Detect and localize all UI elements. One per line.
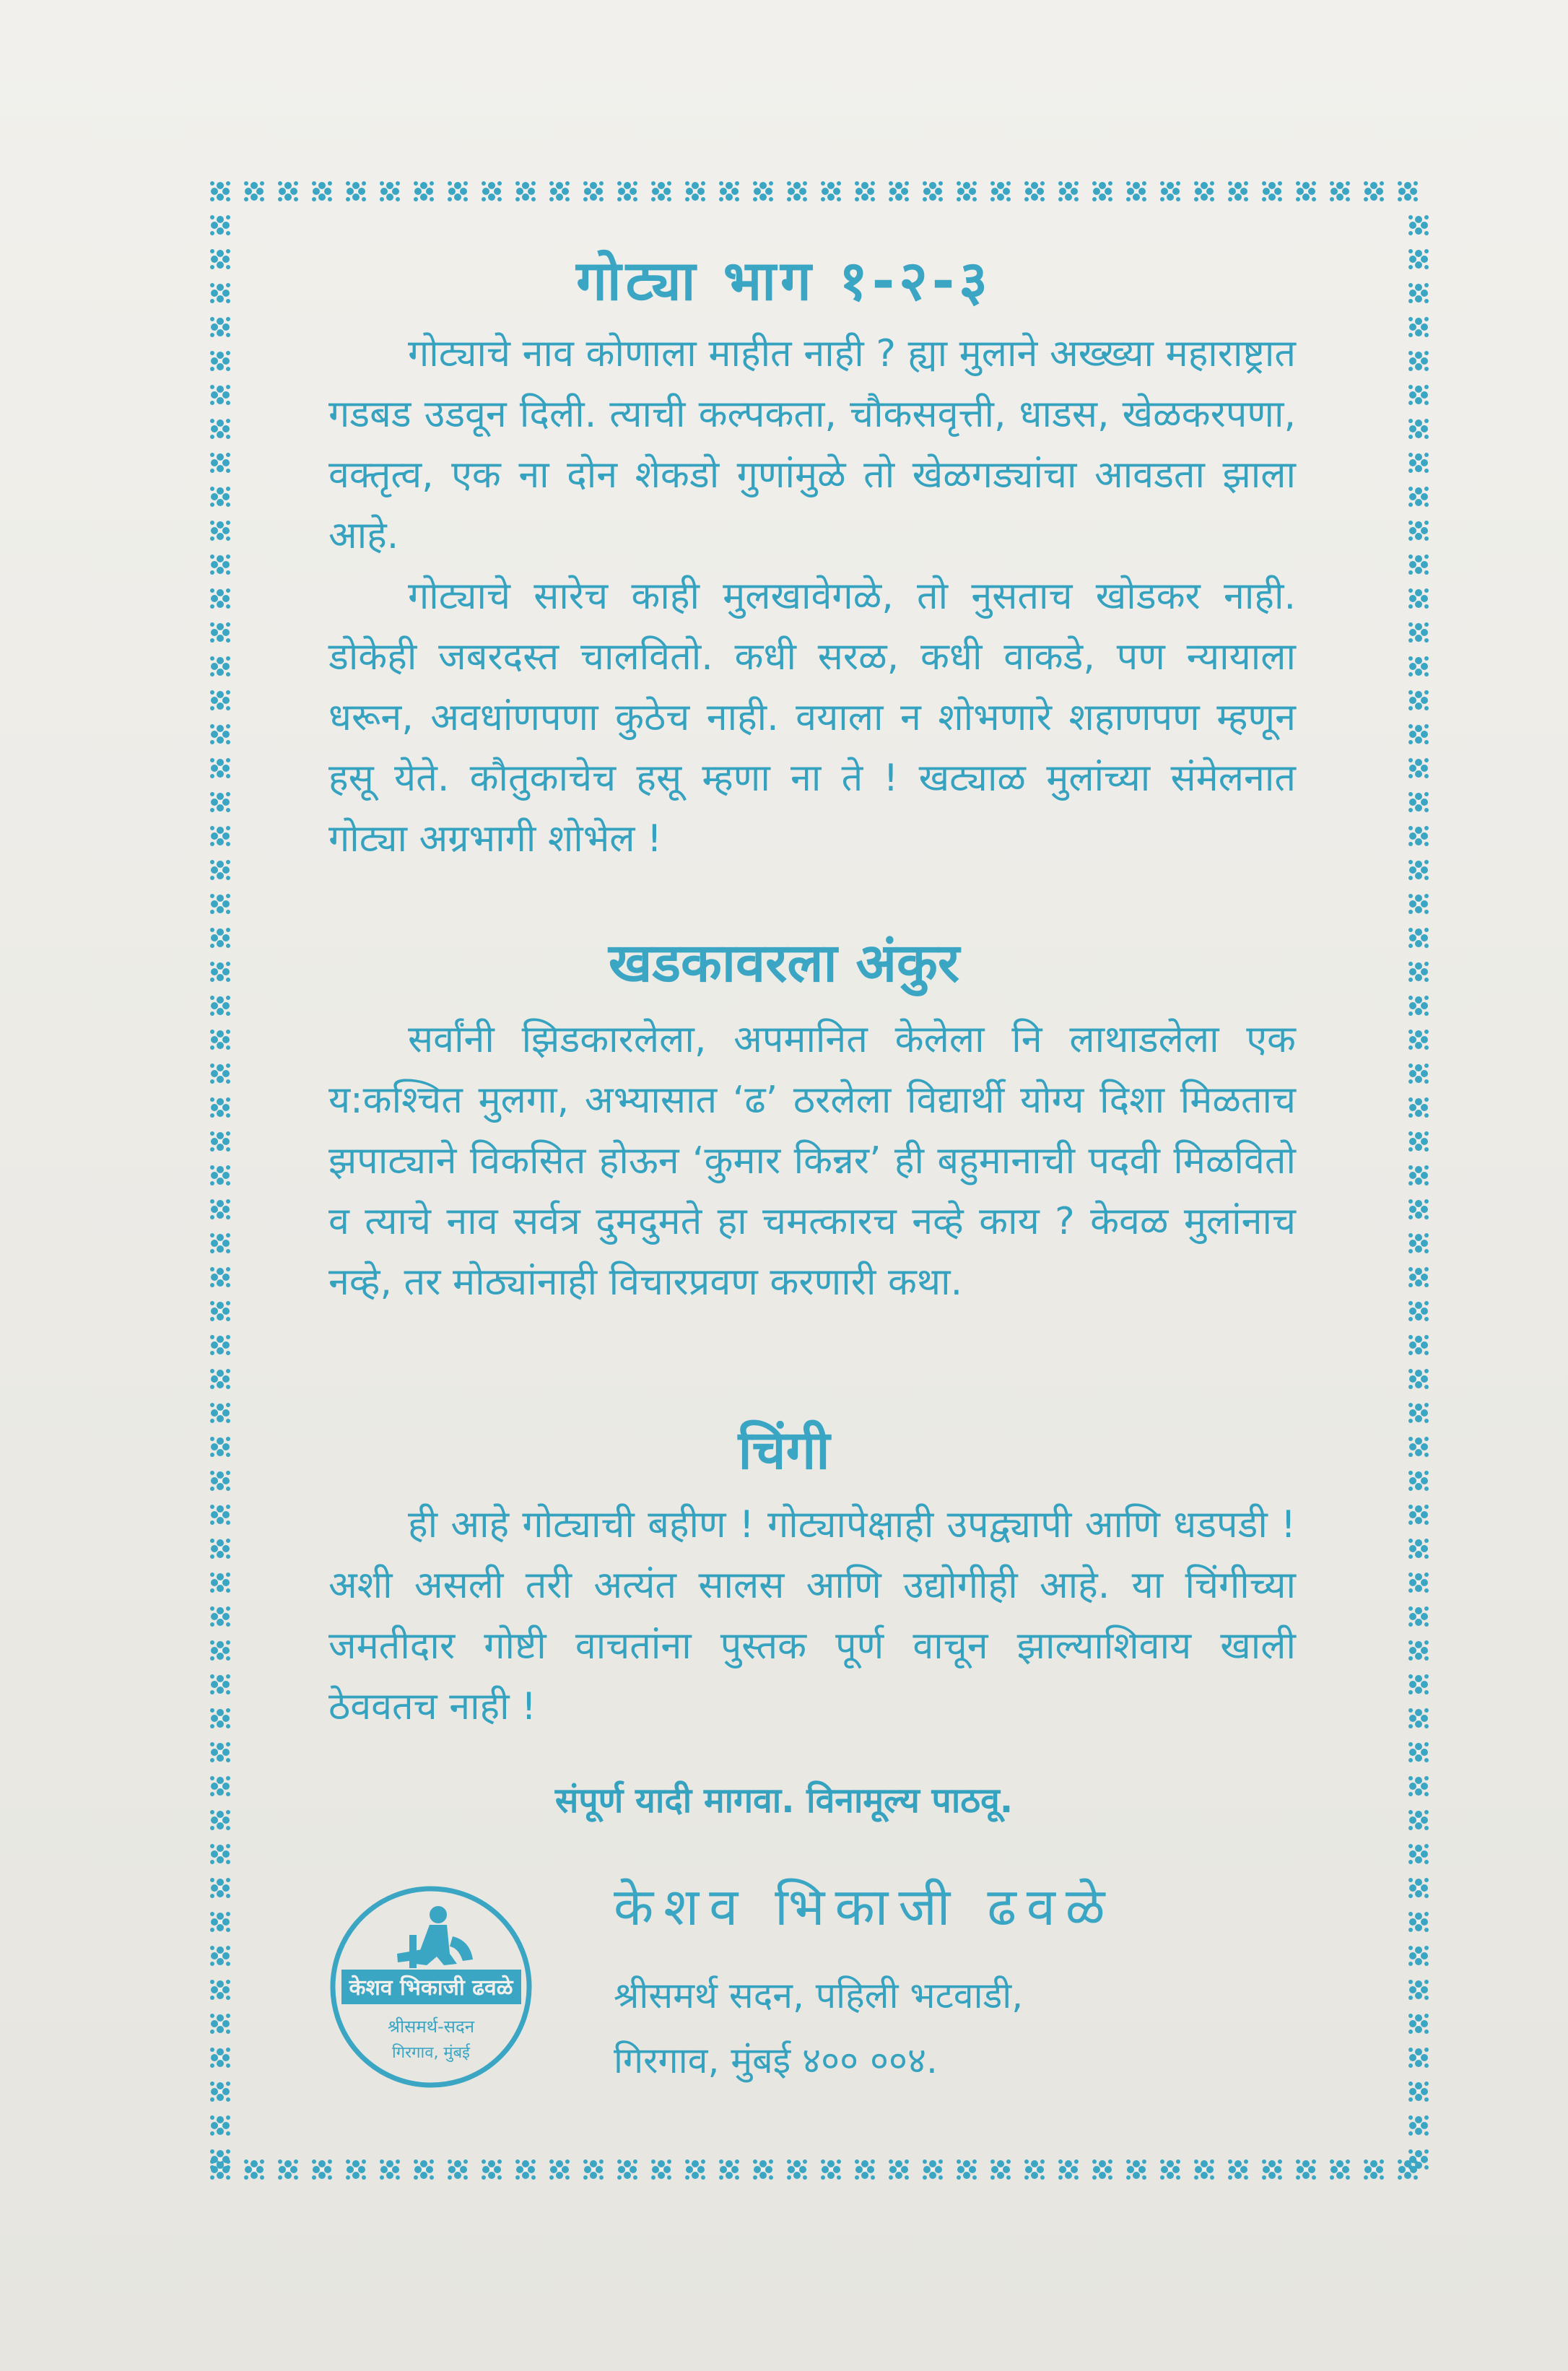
floret-icon — [1408, 419, 1429, 439]
floret-icon — [210, 1233, 230, 1253]
floret-icon — [515, 2159, 536, 2180]
floret-icon — [1160, 2159, 1180, 2180]
floret-icon — [210, 453, 230, 473]
section3-title: चिंगी — [738, 1419, 830, 1482]
floret-icon — [210, 1097, 230, 1118]
floret-icon — [1408, 1742, 1429, 1762]
floret-icon — [1126, 2159, 1146, 2180]
floret-icon — [210, 1335, 230, 1355]
floret-icon — [1408, 2149, 1429, 2170]
floret-icon — [210, 1878, 230, 1898]
section1-paragraph-1: गोट्याचे नाव कोणाला माहीत नाही ? ह्या मुलाने अख्ख्या महाराष्ट्रात गडबड उडवून दिली. त्याची कल्पकता, चौकसवृत्ती, धाडस, खेळकरपणा, वक्तृत्व, एक ना दोन शेकडो गुणांमुळे तो खेळगड्यांचा आवडता झाला आहे. — [328, 332, 1296, 557]
floret-icon — [210, 1912, 230, 1932]
floret-icon — [1024, 181, 1045, 201]
floret-icon — [1408, 1030, 1429, 1050]
floret-icon — [685, 181, 705, 201]
floret-icon — [1408, 1267, 1429, 1287]
floret-icon — [1408, 2048, 1429, 2068]
floret-icon — [210, 1742, 230, 1762]
floret-icon — [549, 181, 570, 201]
floret-icon — [1408, 1199, 1429, 1219]
floret-icon — [210, 2149, 230, 2170]
floret-icon — [1408, 588, 1429, 609]
floret-icon — [719, 2159, 739, 2180]
floret-icon — [1408, 724, 1429, 744]
floret-icon — [1408, 487, 1429, 507]
reading-figure-icon — [397, 1906, 473, 1968]
floret-icon — [448, 2159, 468, 2180]
floret-icon — [685, 2159, 705, 2180]
floret-icon — [482, 2159, 502, 2180]
floret-icon — [210, 690, 230, 710]
floret-icon — [753, 2159, 773, 2180]
floret-icon — [1408, 690, 1429, 710]
floret-icon — [821, 2159, 841, 2180]
floret-icon — [210, 215, 230, 235]
floret-icon — [210, 1844, 230, 1864]
floret-icon — [990, 2159, 1011, 2180]
floret-icon — [380, 2159, 400, 2180]
floret-icon — [210, 656, 230, 677]
floret-icon — [1408, 894, 1429, 914]
floret-icon — [1408, 1980, 1429, 2000]
floret-icon — [1262, 2159, 1282, 2180]
floret-icon — [617, 181, 637, 201]
floret-icon — [1408, 215, 1429, 235]
floret-icon — [210, 826, 230, 846]
floret-icon — [1408, 792, 1429, 812]
floret-icon — [448, 181, 468, 201]
floret-icon — [1194, 181, 1214, 201]
floret-icon — [210, 351, 230, 371]
floret-icon — [923, 181, 943, 201]
floret-icon — [1408, 1844, 1429, 1864]
floret-icon — [210, 1980, 230, 2000]
floret-icon — [210, 1369, 230, 1389]
section2-paragraph: सर्वांनी झिडकारलेला, अपमानित केलेला नि लाथाडलेला एक य:कश्चित मुलगा, अभ्यासात ‘ढ’ ठरलेला विद्यार्थी योग्य दिशा मिळताच झपाट्याने विकसित होऊन ‘कुमार किन्नर’ ही बहुमानाची पदवी मिळवितो व त्याचे नाव सर्वत्र दुमदुमते हा चमत्कारच नव्हे काय ? केवळ मुलांनाच नव्हे, तर मोठ्यांनाही विचारप्रवण करणारी कथा. — [328, 1018, 1296, 1304]
floret-icon — [1330, 181, 1350, 201]
floret-icon — [210, 2081, 230, 2102]
floret-icon — [1408, 2115, 1429, 2136]
floret-icon — [923, 2159, 943, 2180]
publisher-address-line-1: श्रीसमर्थ सदन, पहिली भटवाडी, — [614, 1975, 1024, 2017]
floret-icon — [210, 2048, 230, 2068]
floret-icon — [210, 588, 230, 609]
section1-paragraph-2: गोट्याचे सारेच काही मुलखावेगळे, तो नुसताच खोडकर नाही. डोकेही जबरदस्त चालवितो. कधी सरळ, कधी वाकडे, पण न्यायाला धरून, अवधांणपणा कुठेच नाही. वयाला न शोभणारे शहाणपण म्हणून हसू येते. कौतुकाचेच हसू म्हणा ना ते ! खट्याळ मुलांच्या संमेलनात गोट्या अग्रभागी शोभेल ! — [328, 575, 1296, 861]
floret-icon — [210, 758, 230, 778]
seal-line-1: श्रीसमर्थ-सदन — [387, 2017, 475, 2037]
floret-icon — [1408, 622, 1429, 643]
section3-paragraph: ही आहे गोट्याची बहीण ! गोट्यापेक्षाही उपद्व्यापी आणि धडपडी ! अशी असली तरी अत्यंत सालस आणि उद्योगीही आहे. या चिंगीच्या जमतीदार गोष्टी वाचतांना पुस्तक पूर्ण वाचून झाल्याशिवाय खाली ठेववतच नाही ! — [328, 1503, 1296, 1728]
floret-icon — [1408, 1539, 1429, 1559]
floret-icon — [210, 1030, 230, 1050]
floret-icon — [1408, 1606, 1429, 1627]
section1-title: गोट्या भाग १-२-३ — [576, 248, 992, 313]
floret-icon — [1228, 181, 1248, 201]
floret-icon — [346, 2159, 366, 2180]
floret-icon — [1408, 317, 1429, 337]
floret-icon — [1408, 1878, 1429, 1898]
floret-icon — [210, 1606, 230, 1627]
floret-icon — [787, 2159, 807, 2180]
floret-icon — [1126, 181, 1146, 201]
floret-icon — [210, 622, 230, 643]
floret-icon — [312, 181, 332, 201]
floret-icon — [1408, 351, 1429, 371]
floret-icon — [210, 1301, 230, 1321]
floret-icon — [1408, 1946, 1429, 1966]
floret-icon — [210, 1131, 230, 1152]
floret-icon — [1408, 1131, 1429, 1152]
floret-icon — [583, 2159, 604, 2180]
floret-icon — [889, 2159, 909, 2180]
floret-icon — [210, 1572, 230, 1593]
floret-icon — [1296, 181, 1316, 201]
floret-icon — [278, 2159, 298, 2180]
floret-icon — [957, 2159, 977, 2180]
floret-icon — [1330, 2159, 1350, 2180]
floret-icon — [617, 2159, 637, 2180]
floret-icon — [210, 1267, 230, 1287]
floret-icon — [346, 181, 366, 201]
floret-icon — [1408, 453, 1429, 473]
floret-icon — [1408, 996, 1429, 1016]
floret-icon — [990, 181, 1011, 201]
floret-icon — [210, 554, 230, 575]
floret-icon — [210, 1708, 230, 1728]
floret-icon — [210, 1674, 230, 1694]
floret-icon — [210, 1063, 230, 1084]
floret-icon — [1408, 385, 1429, 405]
floret-icon — [1296, 2159, 1316, 2180]
seal-name: केशव भिकाजी ढवळे — [349, 1975, 513, 2001]
floret-icon — [1408, 1640, 1429, 1661]
floret-icon — [210, 2115, 230, 2136]
floret-icon — [1408, 554, 1429, 575]
floret-icon — [1408, 826, 1429, 846]
floret-icon — [210, 1505, 230, 1525]
floret-icon — [1408, 1301, 1429, 1321]
section2-title: खडकावरला अंकुर — [608, 932, 960, 994]
floret-icon — [1398, 2159, 1418, 2180]
floret-icon — [210, 317, 230, 337]
publisher-name: केशव भिकाजी ढवळे — [614, 1876, 1115, 1937]
floret-icon — [210, 1640, 230, 1661]
floret-icon — [889, 181, 909, 201]
floret-icon — [210, 385, 230, 405]
floret-icon — [1408, 2081, 1429, 2102]
floret-icon — [651, 181, 671, 201]
floret-icon — [210, 181, 230, 201]
floret-icon — [1408, 1674, 1429, 1694]
floret-icon — [855, 2159, 875, 2180]
floret-icon — [1398, 181, 1418, 201]
floret-icon — [244, 2159, 264, 2180]
floret-icon — [1058, 2159, 1079, 2180]
floret-icon — [1408, 1097, 1429, 1118]
seal-line-2: गिरगाव, मुंबई — [392, 2044, 470, 2062]
floret-icon — [482, 181, 502, 201]
publisher-seal — [328, 1884, 534, 2090]
floret-icon — [1364, 181, 1384, 201]
floret-icon — [1408, 1369, 1429, 1389]
floret-icon — [210, 996, 230, 1016]
floret-icon — [210, 1539, 230, 1559]
catalogue-note: संपूर्ण यादी मागवा. विनामूल्य पाठवू. — [554, 1780, 1014, 1821]
floret-icon — [210, 2014, 230, 2034]
floret-icon — [1408, 1708, 1429, 1728]
floret-icon — [821, 181, 841, 201]
floret-icon — [210, 792, 230, 812]
floret-icon — [1194, 2159, 1214, 2180]
floret-icon — [1408, 860, 1429, 880]
floret-icon — [312, 2159, 332, 2180]
floret-icon — [414, 181, 434, 201]
floret-icon — [1408, 1335, 1429, 1355]
floret-icon — [1408, 1165, 1429, 1186]
floret-icon — [1408, 1505, 1429, 1525]
floret-icon — [515, 181, 536, 201]
floret-icon — [1364, 2159, 1384, 2180]
floret-icon — [651, 2159, 671, 2180]
floret-icon — [583, 181, 604, 201]
floret-icon — [210, 724, 230, 744]
floret-icon — [1408, 1912, 1429, 1932]
publisher-address-line-2: गिरगाव, मुंबई ४०० ००४. — [614, 2040, 938, 2081]
floret-icon — [210, 521, 230, 541]
floret-icon — [719, 181, 739, 201]
floret-icon — [1408, 758, 1429, 778]
floret-icon — [549, 2159, 570, 2180]
floret-icon — [957, 181, 977, 201]
floret-icon — [210, 419, 230, 439]
floret-icon — [1160, 181, 1180, 201]
floret-icon — [210, 1165, 230, 1186]
floret-icon — [1408, 521, 1429, 541]
floret-icon — [278, 181, 298, 201]
floret-icon — [414, 2159, 434, 2180]
floret-icon — [1092, 2159, 1112, 2180]
floret-icon — [1408, 2014, 1429, 2034]
floret-icon — [787, 181, 807, 201]
floret-icon — [210, 487, 230, 507]
floret-icon — [1408, 1233, 1429, 1253]
floret-icon — [210, 860, 230, 880]
floret-icon — [753, 181, 773, 201]
floret-icon — [1408, 656, 1429, 677]
floret-icon — [210, 1946, 230, 1966]
floret-icon — [1262, 181, 1282, 201]
floret-icon — [1024, 2159, 1045, 2180]
floret-icon — [1408, 1572, 1429, 1593]
floret-icon — [210, 1199, 230, 1219]
floret-icon — [210, 894, 230, 914]
floret-icon — [1092, 181, 1112, 201]
floret-icon — [1058, 181, 1079, 201]
floret-icon — [244, 181, 264, 201]
floret-icon — [855, 181, 875, 201]
floret-icon — [1228, 2159, 1248, 2180]
floret-icon — [1408, 1063, 1429, 1084]
floret-icon — [380, 181, 400, 201]
